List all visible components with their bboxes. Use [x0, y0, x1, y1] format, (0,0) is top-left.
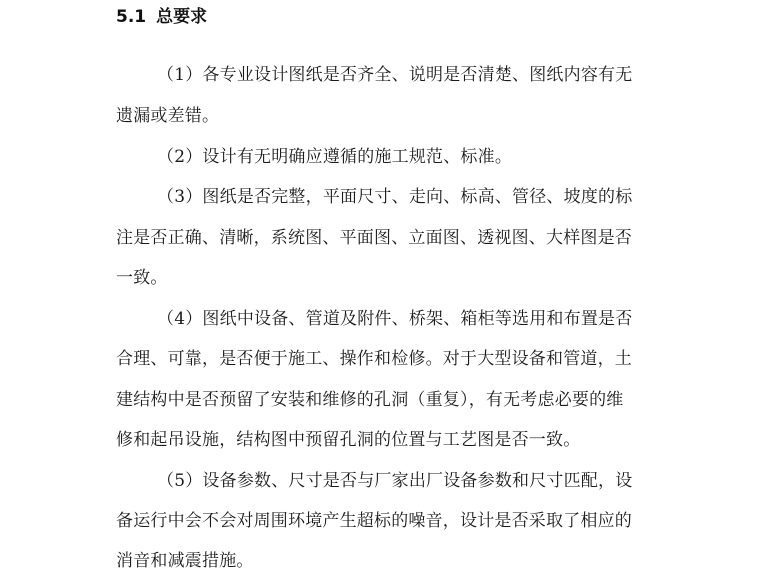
- paragraph-3-label: （3）: [157, 187, 203, 207]
- paragraph-2-label: （2）: [157, 147, 203, 167]
- paragraph-5-line-2: 备运行中会不会对周围环境产生超标的噪音，设计是否采取了相应的: [116, 511, 632, 531]
- section-title: 总要求: [156, 7, 208, 27]
- paragraph-4-line-2: 合理、可靠，是否便于施工、操作和检修。对于大型设备和管道，土: [116, 349, 632, 369]
- paragraph-5-line-1: [157, 467, 632, 495]
- paragraph-4-line-4: 修和起吊设施，结构图中预留孔洞的位置与工艺图是否一致。: [116, 430, 581, 450]
- paragraph-text: 设备参数、尺寸是否与厂家出厂设备参数和尺寸匹配，设: [202, 471, 633, 491]
- paragraph-5-label: （5）: [157, 471, 203, 491]
- paragraph-3-line-2: 注是否正确、清晰，系统图、平面图、立面图、透视图、大样图是否: [116, 228, 632, 248]
- section-number: 5.1: [116, 7, 147, 27]
- paragraph-text: 各专业设计图纸是否齐全、说明是否清楚、图纸内容有无: [202, 65, 633, 85]
- paragraph-3-line-3: 一致。: [116, 268, 168, 288]
- paragraph-text: 设计有无明确应遵循的施工规范、标准。: [202, 147, 513, 167]
- paragraph-5-line-3: 消音和减震措施。: [116, 551, 254, 571]
- paragraph-4-line-3: 建结构中是否预留了安装和维修的孔洞（重复），有无考虑必要的维: [116, 390, 624, 410]
- paragraph-1-line-1: [157, 61, 632, 89]
- paragraph-1-line-2: 遗漏或差错。: [116, 106, 220, 126]
- section-heading: [116, 4, 207, 30]
- paragraph-text: 图纸是否完整，平面尺寸、走向、标高、管径、坡度的标: [202, 187, 633, 207]
- paragraph-1-label: （1）: [157, 65, 203, 85]
- paragraph-4-label: （4）: [157, 309, 203, 329]
- paragraph-2-line-1: [157, 143, 512, 171]
- paragraph-text: 图纸中设备、管道及附件、桥架、箱柜等选用和布置是否: [202, 309, 633, 329]
- paragraph-3-line-1: [157, 183, 632, 211]
- paragraph-4-line-1: [157, 305, 632, 333]
